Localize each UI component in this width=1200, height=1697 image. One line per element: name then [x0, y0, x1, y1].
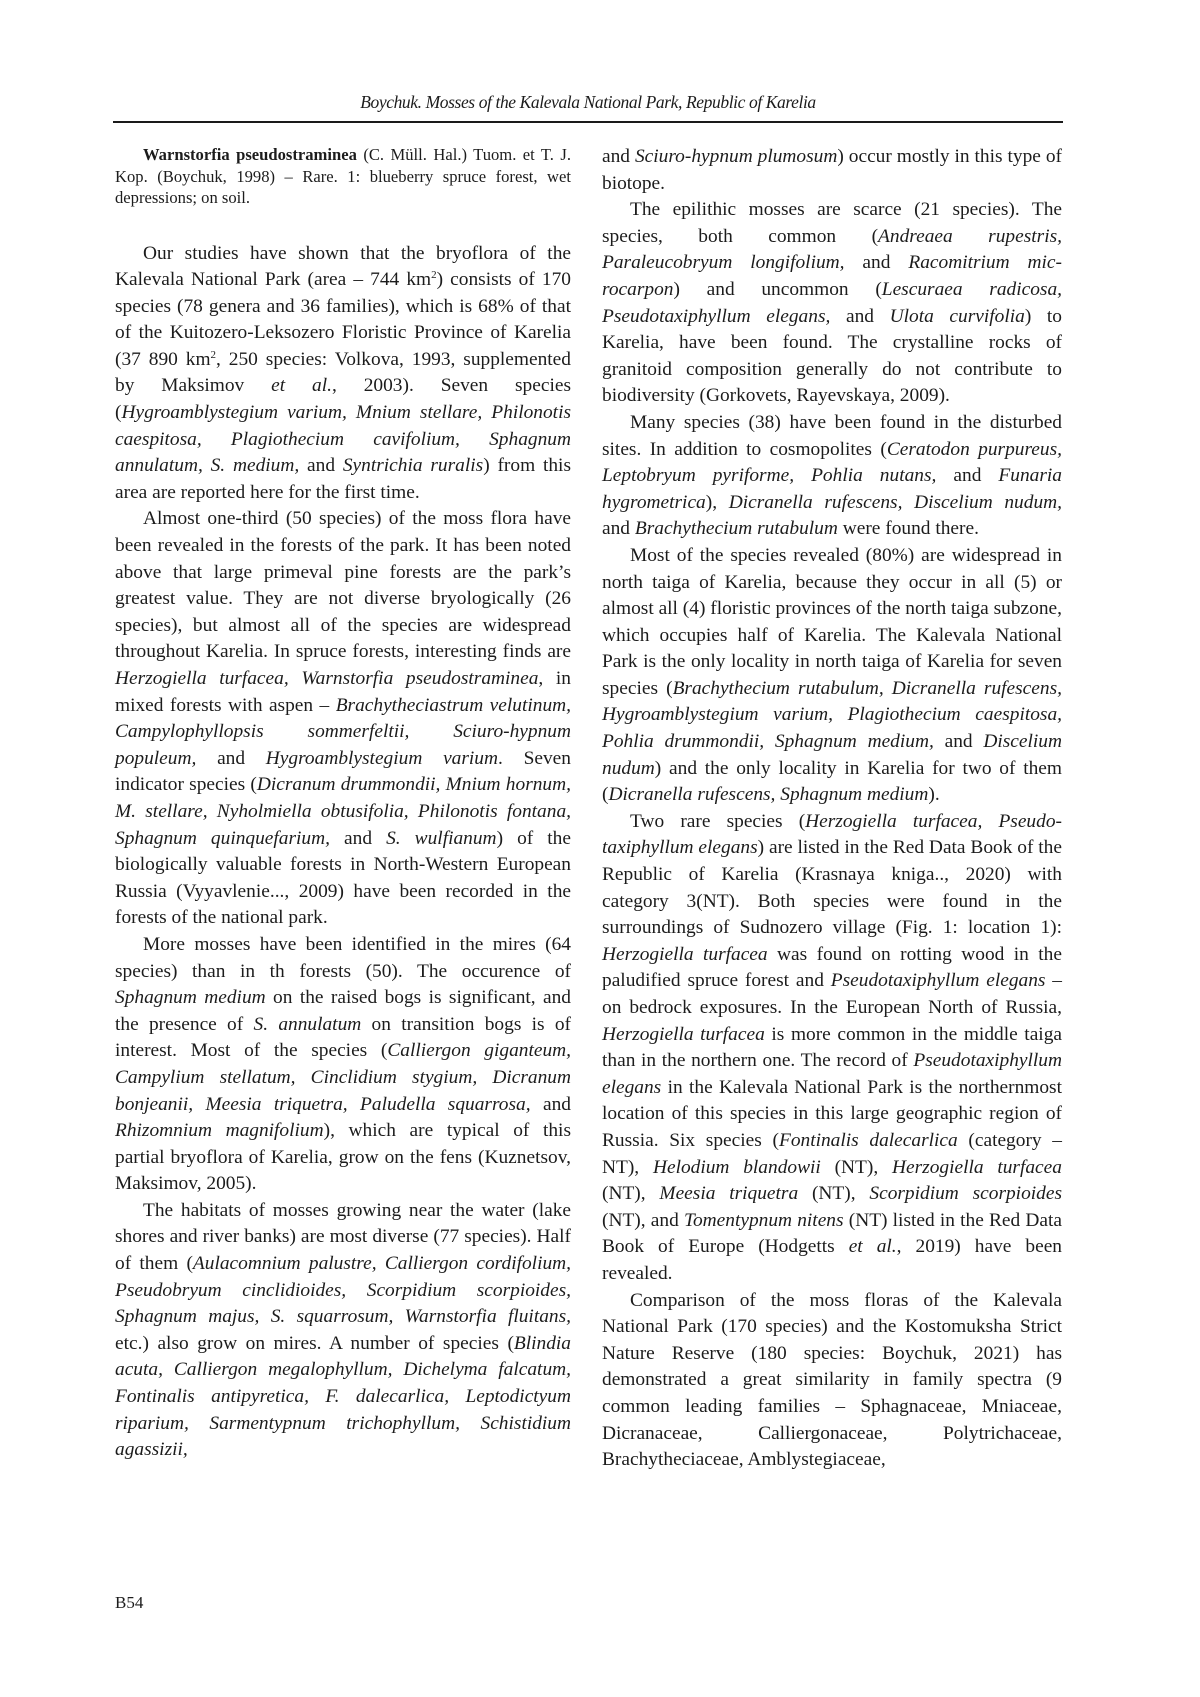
species-name-italic: Brachythecium rutabulum	[634, 518, 838, 540]
header-rule	[113, 121, 1063, 123]
species-name-italic: Hygroamblystegium varium, Mnium stellare, Philonotis caespitosa, Plagiothecium cavifolium, Sphagnum annulatum, S. medium,	[115, 402, 571, 477]
species-name-italic: Dicranum drummondii, Mnium hornum, M. stellare, Nyholmiella obtusifolia, Philonotis fontana, Sphagnum quinquefarium,	[115, 774, 571, 849]
text-run: Almost one-third (50 species) of the moss flora have been revealed in the forests of the park. It has been noted above that large primeval pine forests are the park’s greatest value. They are not diverse bryologically (26 species), but almost all of the species are widespread throughout Karelia. In spruce forests, interesting finds are	[115, 508, 571, 663]
species-name-italic: Hygroamblystegium varium	[265, 747, 499, 769]
superscript: 2	[210, 348, 217, 361]
species-name-italic: Fontinalis dalecarlica	[778, 1129, 958, 1151]
text-run: (NT),	[820, 1156, 892, 1178]
species-name: Warnstorfia pseudostraminea	[143, 145, 357, 164]
text-run: , 2019) have been revealed.	[602, 1236, 1062, 1284]
text-run: and	[844, 252, 909, 274]
left-column	[115, 144, 571, 1464]
text-run: etc.) also grow on mires. A number of species (	[115, 1332, 514, 1354]
text-run: The epilithic mosses are scarce (21 species). The species, both common (	[602, 199, 1062, 247]
text-run: and	[196, 747, 266, 769]
species-name-italic: S. annulatum	[253, 1013, 362, 1035]
text-run: Comparison of the moss floras of the Kalevala National Park (170 species) and the Kostomuksha Strict Nature Reserve (180 species: Boychuk, 2021) has demonstrated a great similarity in family spectra (9 common leading families – Sphagnaceae, Mniaceae, Dicranaceae, Calliergonaceae, Polytrichaceae, Brachytheciaceae, Amblystegiaceae,	[602, 1289, 1062, 1471]
text-run: (NT) listed in the Red Data Book of Europe (Hodgetts	[602, 1209, 1062, 1258]
species-name-italic: S. wulfianum	[386, 827, 497, 849]
species-name-italic: Scorpidium scorpioides	[869, 1183, 1063, 1205]
species-name-italic: Andreaea rupestris, Paraleucobryum longifolium,	[602, 225, 1062, 274]
species-name-italic: Aulacomnium palustre, Calliergon cordifolium, Pseudobryum cinclidioides, Scorpidium scorpioides, Sphagnum majus, S. squarrosum, Warnstorfia fluitans,	[115, 1253, 571, 1328]
body-paragraph	[602, 809, 1062, 1288]
text-run: ) of the biologically valuable forests in North-Western European Russia (Vyyavlenie..., 2009) have been recorded in the forests of the national park.	[115, 827, 571, 929]
text-run: in the Kalevala National Park is the northernmost location of this species in this large geographic region of Russia. Six species (	[602, 1076, 1062, 1151]
text-run: , in mixed forests with aspen –	[115, 668, 571, 716]
species-name-italic: Brachytheciastrum velutinum, Campylophyllopsis sommerfeltii, Sciuro-hypnum populeum,	[115, 694, 571, 769]
text-run: ) and the only locality in Karelia for two of them (	[602, 757, 1062, 806]
species-name-italic: Syntrichia ruralis	[342, 455, 484, 477]
body-paragraph	[602, 1288, 1062, 1474]
text-run: ).	[928, 784, 940, 806]
species-entry	[115, 144, 571, 209]
text-run: (NT), and	[602, 1209, 684, 1231]
species-name-italic: Herzogiella turfacea, Pseudotaxiphyllum elegans	[602, 810, 1062, 859]
species-name-italic: Herzogiella turfacea, Warnstorfia pseudostraminea	[115, 668, 539, 689]
species-name-italic: Racomitrium microcarpon	[602, 252, 1062, 300]
text-run: , 250 species: Volkova, 1993, supplemented by Maksimov	[115, 348, 571, 397]
species-name-italic: Rhizomnium magnifolium	[115, 1120, 324, 1142]
species-name-italic: Sciuro-hypnum plumosum	[634, 146, 838, 167]
species-authority: (C. Müll. Hal.) Tuom. et T. J. Kop. (Boychuk, 1998) – Rare. 1: blueberry spruce forest, wet depressions; on soil.	[115, 145, 571, 207]
text-run: (NT),	[602, 1183, 660, 1205]
body-paragraph	[602, 410, 1062, 543]
text-run: on transition bogs is of interest. Most of the species (	[115, 1013, 572, 1062]
text-run: More mosses have been identified in the mires (64 species) than in th forests (50). The occurence of	[115, 933, 571, 982]
species-name-italic: Lescuraea radicosa, Pseudotaxiphyllum elegans,	[602, 278, 1062, 327]
text-run: ) and uncommon (	[673, 278, 882, 300]
text-run: The habitats of mosses growing near the water (lake shores and river banks) are most diverse (77 species). Half of them (	[115, 1199, 571, 1275]
text-run: and	[530, 1093, 571, 1115]
text-run: and	[602, 146, 635, 167]
text-run: . Seven indicator species (	[115, 747, 571, 796]
species-name-italic: et al.	[271, 375, 332, 397]
text-run: , 2003). Seven species (	[115, 375, 571, 424]
text-run: Most of the species revealed (80%) are widespread in north taiga of Karelia, because they occur in all (5) or almost all (4) floristic provinces of the north taiga subzone, which occupies half of Karelia. The Kalevala National Park is the only locality in north taiga of Karelia for seven species (	[602, 544, 1062, 699]
text-run: ) occur mostly in this type of biotope.	[602, 146, 1062, 194]
right-paragraphs	[602, 144, 1062, 1474]
text-run: Two rare species (	[630, 810, 806, 832]
species-name-italic: Pseudotaxiphyllum elegans	[602, 1050, 1062, 1098]
text-run: ) consists of 170 species (78 genera and 36 families), which is 68% of that of the Kuitozero-Leksozero Floristic Province of Karelia (37 890 km	[115, 269, 571, 370]
species-name-italic: Ceratodon purpureus, Leptobryum pyriforme, Pohlia nutans,	[602, 438, 1062, 487]
text-run: Our studies have shown that the bryoflora of the Kalevala National Park (area – 744 km	[115, 242, 571, 291]
text-run: ),	[705, 491, 729, 513]
superscript: 2	[431, 269, 437, 282]
species-name-italic: Herzogiella turfacea	[602, 1023, 765, 1045]
text-run: and	[936, 465, 999, 487]
text-run: ) are listed in the Red Data Book of the Republic of Karelia (Krasnaya kniga.., 2020) with category 3(NT). Both species were found in the surroundings of Sudnozero village (Fig. 1: location 1):	[602, 837, 1062, 939]
body-paragraph	[115, 1198, 571, 1464]
species-name-italic: Tomentypnum nitens	[683, 1209, 844, 1231]
text-run: ) from this area are reported here for the first time.	[115, 455, 571, 503]
species-name-italic: Pseudotaxiphyllum elegans	[830, 970, 1046, 992]
species-name-italic: Blindia acuta, Calliergon megalophyllum, Dichelyma falcatum, Fontinalis antipyretica, F. dalecarlica, Leptodictyum riparium, Sarmentypnum trichophyllum, Schistidium agassizii,	[115, 1332, 571, 1461]
left-paragraphs	[115, 241, 571, 1464]
text-run: (category – NT),	[602, 1129, 1062, 1178]
body-paragraph	[602, 543, 1062, 809]
species-name-italic: Helodium blandowii	[652, 1156, 821, 1178]
running-head-title: Boychuk. Mosses of the Kalevala National Park, Republic of Karelia	[360, 92, 816, 112]
species-name-italic: Calliergon giganteum, Campylium stellatum, Cinclidium stygium, Dicranum bonjeanii, Meesia triquetra, Paludella squarrosa,	[115, 1040, 571, 1115]
text-run: and	[830, 305, 890, 327]
species-name-italic: Dicranella rufescens, Sphagnum medium	[608, 784, 929, 806]
body-paragraph	[602, 197, 1062, 410]
body-paragraph	[115, 241, 571, 507]
species-name-italic: Dicranella rufescens, Discelium nudum,	[728, 491, 1062, 513]
species-name-italic: Brachythecium rutabulum, Dicranella rufescens, Hygroamblystegium varium, Plagiothecium caespitosa, Pohlia drummondii, Sphagnum medium,	[602, 677, 1062, 753]
page-number: B54	[115, 1593, 144, 1612]
species-name-italic: Herzogiella turfacea	[602, 943, 768, 965]
text-run: was found on rotting wood in the paludified spruce forest and	[602, 943, 1062, 992]
species-name-italic: Meesia triquetra	[659, 1183, 799, 1205]
species-name-italic: Herzogiella turfacea	[892, 1156, 1062, 1178]
text-run: and	[329, 827, 387, 849]
body-paragraph	[602, 144, 1062, 197]
right-column	[602, 144, 1062, 1474]
species-name-italic: Funaria hygrometrica	[602, 465, 1062, 513]
species-name-italic: et al.	[848, 1236, 897, 1258]
species-name-italic: Ulota curvifolia	[889, 305, 1025, 327]
text-run: on the raised bogs is significant, and the presence of	[115, 987, 572, 1035]
text-run: were found there.	[837, 518, 979, 540]
text-run: and	[933, 731, 984, 753]
body-paragraph	[115, 932, 571, 1198]
text-run: and	[602, 518, 635, 540]
text-run: ), which are typical of this partial bryoflora of Karelia, grow on the fens (Kuznetsov, Maksimov, 2005).	[115, 1120, 571, 1195]
text-run: Many species (38) have been found in the disturbed sites. In addition to cosmopolites (	[602, 411, 1062, 460]
body-paragraph	[115, 506, 571, 932]
text-run: (NT),	[798, 1183, 870, 1205]
text-run: ) to Karelia, have been found. The crystalline rocks of granitoid composition generally do not contribute to biodiversity (Gorkovets, Rayevskaya, 2009).	[602, 305, 1062, 407]
text-run: is more common in the middle taiga than in the northern one. The record of	[602, 1023, 1062, 1072]
text-run: and	[299, 455, 343, 477]
species-name-italic: Discelium nudum	[602, 731, 1062, 779]
species-name-italic: Sphagnum medium	[115, 987, 266, 1009]
text-run: – on bedrock exposures. In the European North of Russia,	[602, 970, 1063, 1018]
